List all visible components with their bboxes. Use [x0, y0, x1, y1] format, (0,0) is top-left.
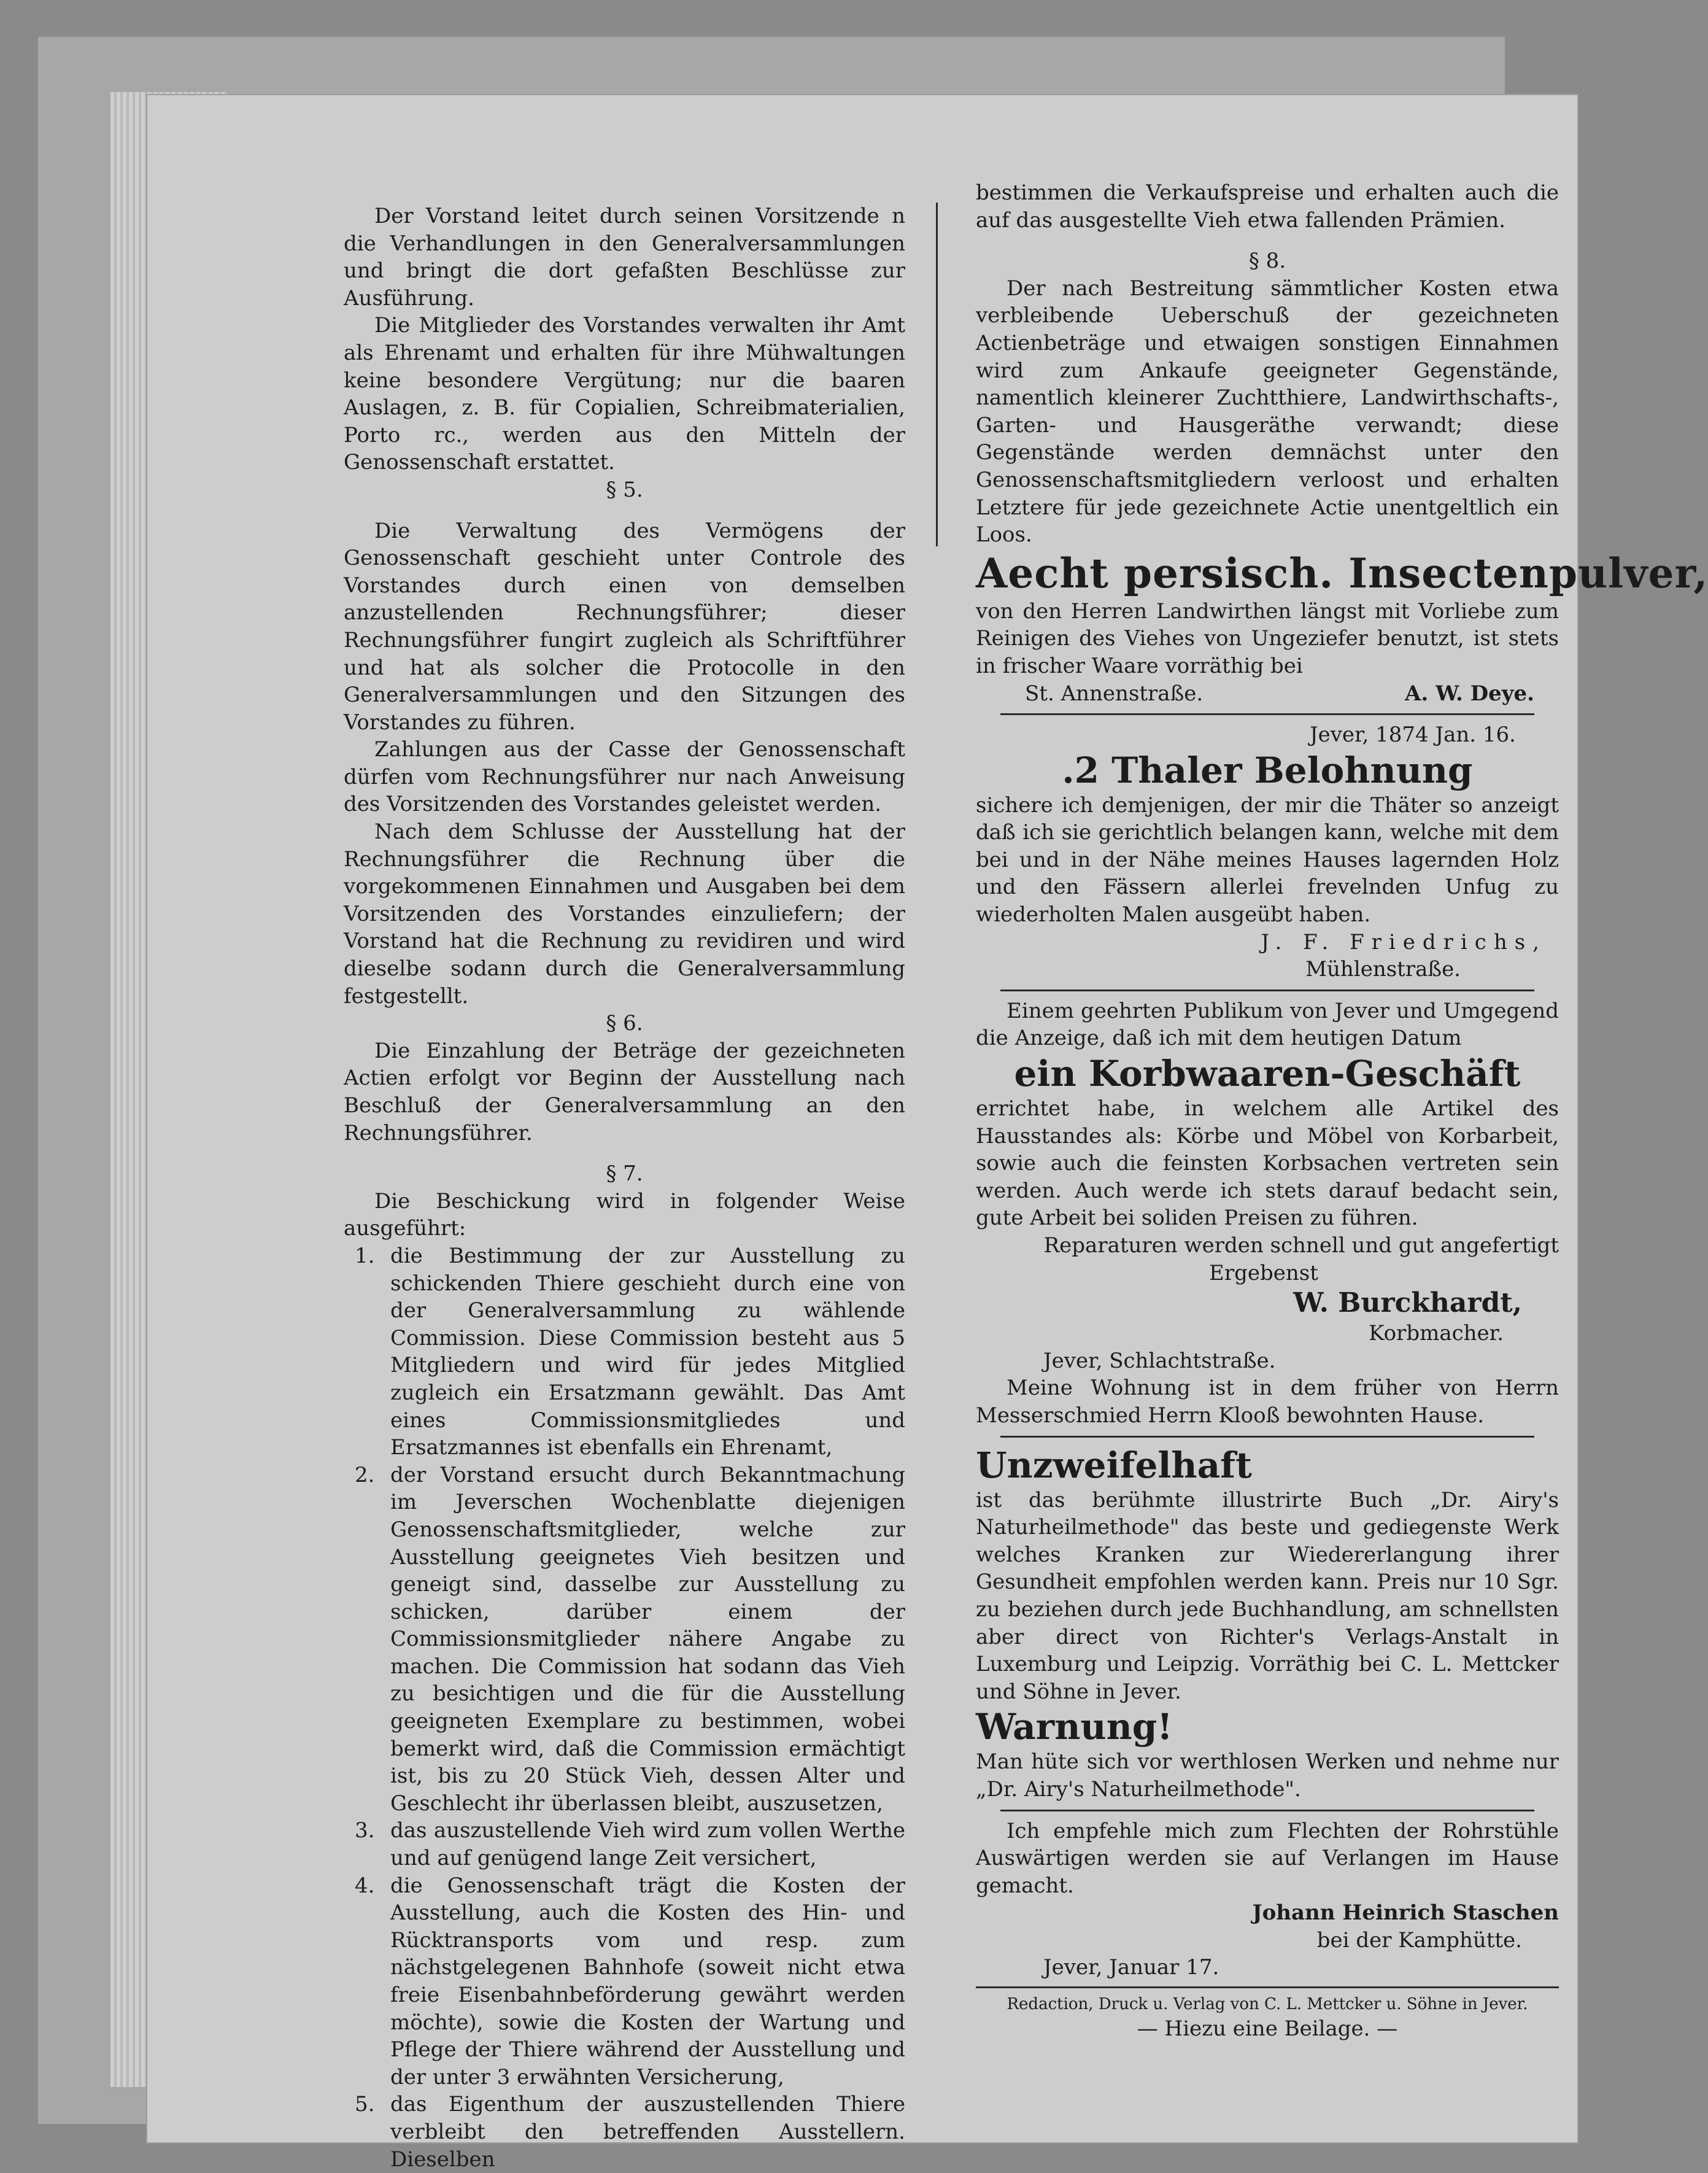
advert-body: Man hüte sich vor werthlosen Werken und nehme nur „Dr. Airy's Naturheilmethode".: [976, 1749, 1559, 1802]
advert-body: Ich empfehle mich zum Flechten der Rohrstühle Auswärtigen werden sie auf Verlangen im Hause gemacht.: [976, 1818, 1559, 1898]
list-item: [344, 1817, 905, 1872]
section-heading: § 7.: [606, 1161, 643, 1187]
item-text: das auszustellende Vieh wird zum vollen Werthe und auf genügend lange Zeit versichert,: [390, 1818, 905, 1871]
section-heading: § 5.: [606, 477, 643, 502]
list-item: [344, 1242, 905, 1462]
advert-body: sichere ich demjenigen, der mir die Thäter so anzeigt daß ich sie gerichtlich belangen kann, welche mit dem bei und in der Nähe meines Hauses lagernden Holz und den Fässern allerlei frevelnden Unfug zu wiederholten Malen ausgeübt haben.: [976, 792, 1559, 928]
advert-street: Mühlenstraße.: [1305, 957, 1461, 982]
advert-warning: [976, 1705, 1559, 1803]
advert-note: Meine Wohnung ist in dem früher von Herrn Messerschmied Herrn Klooß bewohnten Hause.: [976, 1376, 1559, 1428]
paragraph: Die Beschickung wird in folgender Weise ausgeführt:: [344, 1188, 905, 1241]
right-column: [976, 179, 1708, 2043]
left-column: [344, 203, 905, 2173]
item-number: 4.: [355, 1873, 375, 1898]
advert-address: bei der Kamphütte.: [1316, 1927, 1522, 1953]
advert-chair-weaving: [976, 1818, 1559, 1982]
list-item: [344, 2091, 905, 2173]
advert-body: von den Herren Landwirthen längst mit Vorliebe zum Reinigen des Viehes von Ungeziefer benutzt, ist stets in frischer Waare vorräthig bei: [976, 598, 1559, 678]
item-text: die Genossenschaft trägt die Kosten der Ausstellung, auch die Kosten des Hin- und Rücktransports vom und resp. zum nächstgelegenen Bahnhofe (soweit nicht etwa freie Eisenbahnbeförderung gewährt werden möchte), sowie die Kosten der Wartung und Pflege der Thiere während der Ausstellung und der unter 3 erwähnten Versicherung,: [390, 1873, 905, 2090]
advert-insect-powder: [976, 549, 1708, 707]
advert-intro: Einem geehrten Publikum von Jever und Umgegend die Anzeige, daß ich mit dem heutigen Datum: [976, 998, 1559, 1051]
paragraph: Die Einzahlung der Beträge der gezeichneten Actien erfolgt vor Beginn der Ausstellung nach Beschluß der Generalversammlung an den Rechnungsführer.: [344, 1038, 905, 1145]
advert-headline: Unzweifelhaft: [976, 1444, 1252, 1486]
advert-divider: [1000, 713, 1534, 715]
advert-dateline: Jever, Januar 17.: [1043, 1955, 1219, 1980]
item-number: 1.: [355, 1243, 375, 1268]
advert-divider: [1000, 990, 1534, 991]
advert-headline: .2 Thaler Belohnung: [1062, 749, 1473, 791]
supplement-note: — Hiezu eine Beilage. —: [1137, 2016, 1398, 2042]
paragraph: Die Mitglieder des Vorstandes verwalten ihr Amt als Ehrenamt und erhalten für ihre Mühwaltungen keine besondere Vergütung; nur die baaren Auslagen, z. B. für Copialien, Schreibmaterialien, Porto rc., werden aus den Mitteln der Genossenschaft erstattet.: [344, 313, 905, 475]
section-heading: § 8.: [1248, 249, 1286, 274]
advert-basket-shop: [976, 997, 1559, 1430]
advert-address: Jever, Schlachtstraße.: [1043, 1348, 1276, 1373]
advert-signer: J. F. Friedrichs,: [1261, 929, 1547, 955]
advert-body: ist das berühmte illustrirte Buch „Dr. Airy's Naturheilmethode" das beste und gediegenste Werk welches Kranken zur Wiedererlangung ihrer Gesundheit empfohlen werden kann. Preis nur 10 Sgr. zu beziehen durch jede Buchhandlung, am schnellsten aber direct von Richter's Verlags-Anstalt in Luxemburg und Leipzig. Vorräthig bei C. L. Mettcker und Söhne in Jever.: [976, 1487, 1559, 1704]
item-number: 2.: [355, 1462, 375, 1487]
item-text: das Eigenthum der auszustellenden Thiere verbleibt den betreffenden Ausstellern. Dieselben: [390, 2092, 905, 2172]
imprint: Redaction, Druck u. Verlag von C. L. Mettcker u. Söhne in Jever.: [1007, 1995, 1528, 2014]
advert-repairs: Reparaturen werden schnell und gut angefertigt: [1043, 1233, 1559, 1258]
item-number: 5.: [355, 2092, 375, 2117]
item-number: 3.: [355, 1818, 375, 1843]
advert-headline: ein Korbwaaren-Geschäft: [1014, 1053, 1521, 1095]
column-divider: [936, 203, 938, 546]
advert-trade: Korbmacher.: [1369, 1321, 1504, 1346]
advert-headline: Aecht persisch. Insectenpulver,: [976, 549, 1708, 597]
item-text: der Vorstand ersucht durch Bekanntmachung im Jeverschen Wochenblatte diejenigen Genossenschaftsmitglieder, welche zur Ausstellung geeignetes Vieh besitzen und geneigt sind, dasselbe zur Ausstellung zu schicken, darüber einem der Commissionsmitglieder nähere Angabe zu machen. Die Commission hat sodann das Vieh zu besichtigen und die für die Ausstellung geeigneten Exemplare zu bestimmen, wobei bemerkt wird, daß die Commission ermächtigt ist, bis zu 20 Stück Vieh, dessen Alter und Geschlecht ihr überlassen bleibt, auszusetzen,: [390, 1462, 905, 1816]
advert-reward: [976, 721, 1559, 983]
item-text: die Bestimmung der zur Ausstellung zu schickenden Thiere geschieht durch eine von der Generalversammlung zu wählende Commission. Diese Commission besteht aus 5 Mitgliedern und wird für jedes Mitglied zugleich ein Ersatzmann gewählt. Das Amt eines Commissionsmitgliedes und Ersatzmannes ist ebenfalls ein Ehrenamt,: [390, 1243, 905, 1460]
list-item: [344, 1872, 905, 2091]
advert-footer: [976, 680, 1559, 708]
advert-ergebenst: Ergebenst: [1209, 1260, 1318, 1285]
paragraph: Der nach Bestreitung sämmtlicher Kosten etwa verbleibende Ueberschuß der gezeichneten Actienbeträge und etwaigen sonstigen Einnahmen wird zum Ankaufe geeigneter Gegenstände, namentlich kleinerer Zuchtthiere, Landwirthschafts-, Garten- und Hausgeräthe verwandt; diese Gegenstände werden demnächst unter den Genossenschaftsmitgliedern verloost und erhalten Letztere für jede gezeichnete Actie unentgeltlich ein Loos.: [976, 276, 1559, 548]
advert-book: [976, 1444, 1559, 1706]
advert-street: St. Annenstraße.: [1025, 681, 1204, 706]
advert-signer: Johann Heinrich Staschen: [1252, 1900, 1559, 1926]
paragraph: bestimmen die Verkaufspreise und erhalten auch die auf das ausgestellte Vieh etwa fallenden Prämien.: [976, 180, 1559, 233]
imprint-divider: [976, 1986, 1559, 1988]
paragraph: Zahlungen aus der Casse der Genossenschaft dürfen vom Rechnungsführer nur nach Anweisung des Vorsitzenden des Vorstandes geleistet werden.: [344, 737, 905, 817]
paragraph: Nach dem Schlusse der Ausstellung hat der Rechnungsführer die Rechnung über die vorgekommenen Einnahmen und Ausgaben bei dem Vorsitzenden des Vorstandes einzuliefern; der Vorstand hat die Rechnung zu revidiren und wird dieselbe sodann durch die Generalversammlung festgestellt.: [344, 819, 905, 1009]
paragraph: Die Verwaltung des Vermögens der Genossenschaft geschieht unter Controle des Vorstandes durch einen von demselben anzustellenden Rechnungsführer; dieser Rechnungsführer fungirt zugleich als Schriftführer und hat als solcher die Protocolle in den Generalversammlungen und den Sitzungen des Vorstandes zu führen.: [344, 518, 905, 735]
advert-body: errichtet habe, in welchem alle Artikel des Hausstandes als: Körbe und Möbel von Korbarbeit, sowie auch die feinsten Korbsachen vertreten sein werden. Auch werde ich stets darauf bedacht sein, gute Arbeit bei soliden Preisen zu führen.: [976, 1096, 1559, 1231]
advert-signer: A. W. Deye.: [1405, 681, 1534, 706]
advert-dateline: Jever, 1874 Jan. 16.: [1309, 722, 1516, 748]
paragraph: Der Vorstand leitet durch seinen Vorsitzende n die Verhandlungen in den Generalversammlungen und bringt die dort gefaßten Beschlüsse zur Ausführung.: [344, 204, 905, 311]
advert-signer: W. Burckhardt,: [1293, 1287, 1522, 1319]
list-item: [344, 1462, 905, 1818]
advert-headline: Warnung!: [976, 1706, 1173, 1748]
advert-divider: [1000, 1436, 1534, 1438]
section-heading: § 6.: [606, 1011, 643, 1036]
advert-divider: [1000, 1810, 1534, 1811]
